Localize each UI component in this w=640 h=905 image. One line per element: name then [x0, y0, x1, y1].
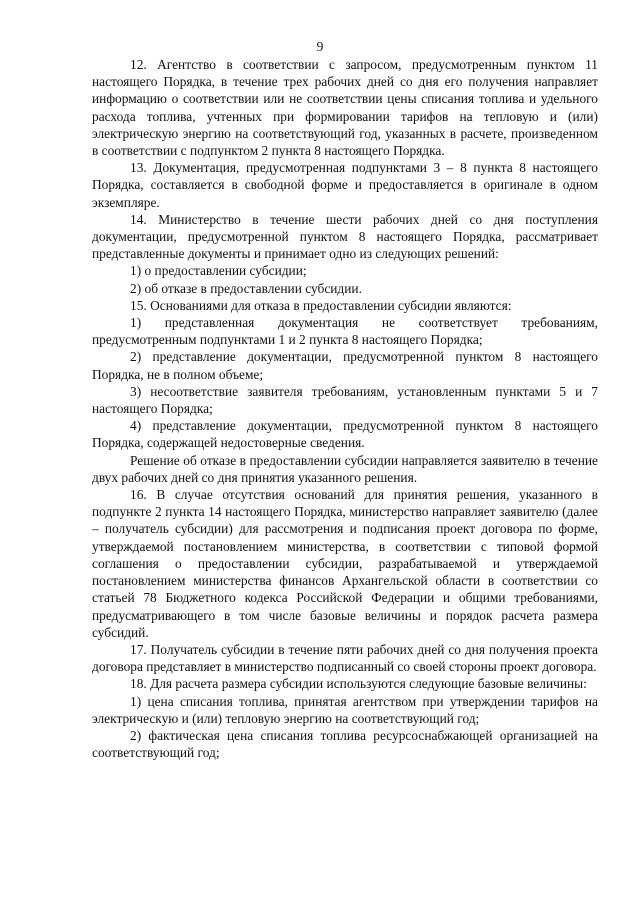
paragraph-18-item-2: 2) фактическая цена списания топлива ресурсоснабжающей организацией на соответствующий год; — [92, 727, 598, 761]
paragraph-14-item-2: 2) об отказе в предоставлении субсидии. — [130, 280, 362, 296]
paragraph-15-item-3: 3) несоответствие заявителя требованиям, установленным пунктами 5 и 7 настоящего Порядка; — [92, 383, 598, 417]
paragraph-18: 18. Для расчета размера субсидии используются следующие базовые величины: — [130, 676, 587, 692]
paragraph-15: 15. Основаниями для отказа в предоставлении субсидии являются: — [130, 297, 512, 313]
paragraph-17: 17. Получатель субсидии в течение пяти рабочих дней со дня получения проекта договора представляет в министерство подписанный со своей стороны проект договора. — [92, 641, 598, 675]
document-body — [92, 56, 598, 761]
paragraph-15-item-2: 2) представление документации, предусмотренной пунктом 8 настоящего Порядка, не в полном объеме; — [92, 349, 598, 382]
paragraph-18-item-1: 1) цена списания топлива, принятая агентством при утверждении тарифов на электрическую и (или) тепловую энергию на соответствующий год; — [92, 693, 598, 726]
paragraph-refusal-notice: Решение об отказе в предоставлении субсидии направляется заявителю в течение двух рабочих дней со дня принятия указанного решения. — [92, 452, 598, 485]
paragraph-16: 16. В случае отсутствия оснований для принятия решения, указанного в подпункте 2 пункта 14 настоящего Порядка, министерство направляет заявителю (далее – получатель субсидии) для рассмотрения и подписания проект договора по форме, утверждаемой постановлением министерства, в соответствии с типовой формой соглашения о предоставлении субсидии, разрабатываемой и утверждаемой постановлением министерства финансов Архангельской области в соответствии со статьей 78 Бюджетного кодекса Российской Федерации и общими требованиями, предусматривающего в том числе базовые величины и порядок расчета размера субсидий. — [92, 487, 598, 640]
paragraph-13: 13. Документация, предусмотренная подпунктами 3 – 8 пункта 8 настоящего Порядка, составляется в свободной форме и предоставляется в оригинале в одном экземпляре. — [92, 160, 598, 210]
paragraph-14-item-1: 1) о предоставлении субсидии; — [130, 263, 307, 279]
paragraph-12: 12. Агентство в соответствии с запросом, предусмотренным пунктом 11 настоящего Порядка, в течение трех рабочих дней со дня его получения направляет информацию о соответствии или не соответствии цены списания топлива и удельного расхода топлива, учтенных при формировании тарифов на тепловую и (или) электрическую энергию на соответствующий год, указанных в расчете, произведенном в соответствии с подпунктом 2 пункта 8 настоящего Порядка. — [92, 57, 598, 159]
paragraph-14: 14. Министерство в течение шести рабочих дней со дня поступления документации, предусмотренной пунктом 8 настоящего Порядка, рассматривает представленные документы и принимает одно из следующих решений: — [92, 211, 598, 262]
paragraph-15-item-4: 4) представление документации, предусмотренной пунктом 8 настоящего Порядка, содержащей недостоверные сведения. — [92, 418, 598, 451]
paragraph-15-item-1: 1) представленная документация не соответствует требованиям, предусмотренным подпунктами 1 и 2 пункта 8 настоящего Порядка; — [92, 315, 598, 348]
page-number: 9 — [316, 39, 324, 54]
